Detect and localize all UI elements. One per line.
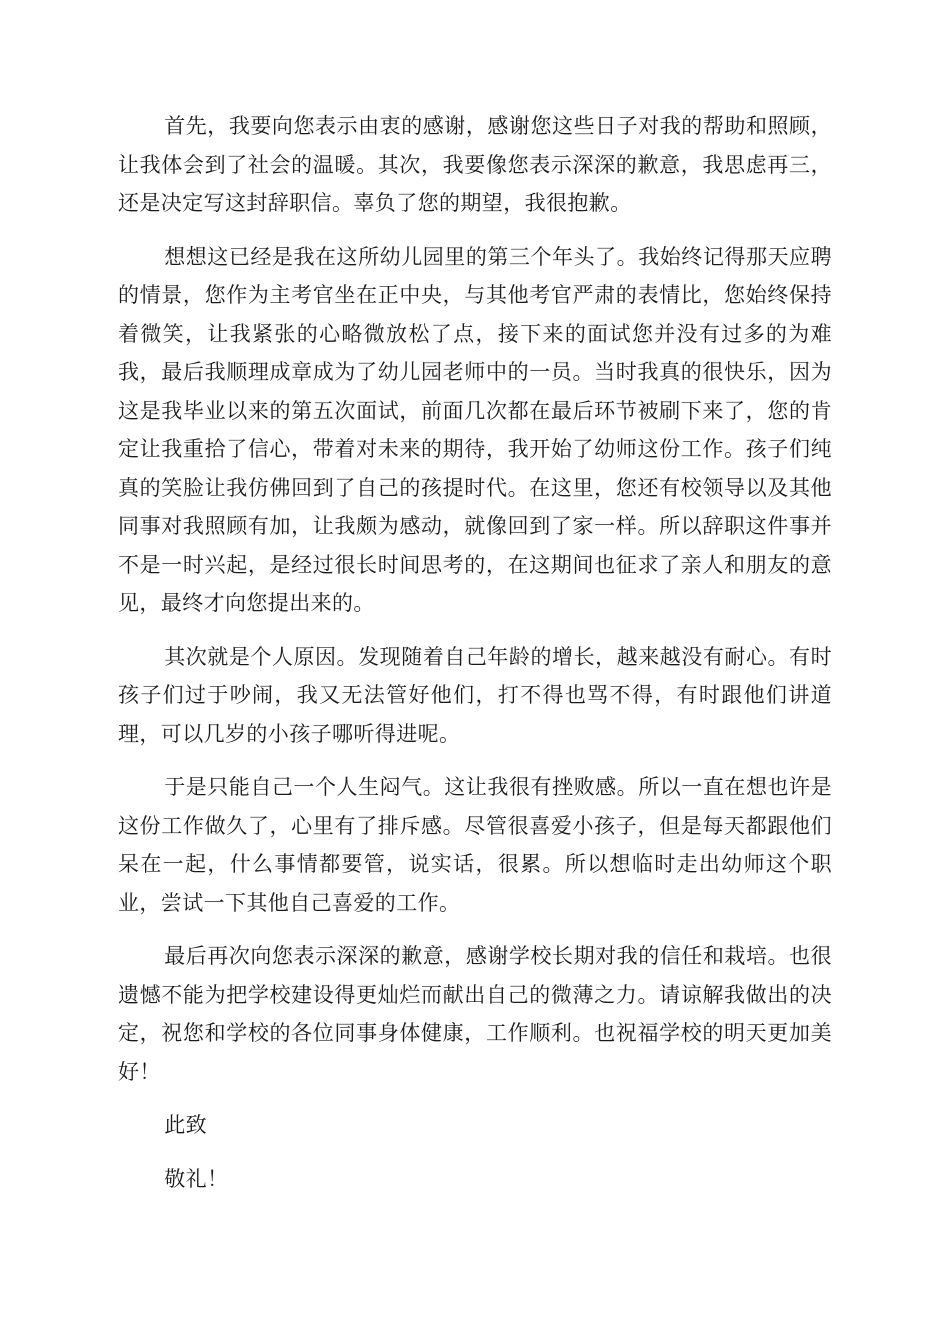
letter-body xyxy=(118,107,832,1213)
paragraph-personal-reason: 其次就是个人原因。发现随着自己年龄的增长，越来越没有耐心。有时孩子们过于吵闹，我又无法管好他们，打不得也骂不得，有时跟他们讲道理，可以几岁的小孩子哪听得进呢。 xyxy=(118,644,832,746)
closing-salutation: 此致 xyxy=(164,1113,207,1137)
paragraph-gratitude: 首先，我要向您表示由衷的感谢，感谢您这些日子对我的帮助和照顾，让我体会到了社会的温暖。其次，我要像您表示深深的歉意，我思虑再三，还是决定写这封辞职信。辜负了您的期望，我很抱歉。 xyxy=(118,114,832,215)
paragraph-experience: 想想这已经是我在这所幼儿园里的第三个年头了。我始终记得那天应聘的情景，您作为主考官坐在正中央，与其他考官严肃的表情比，您始终保持着微笑，让我紧张的心略微放松了点，接下来的面试您并没有过多的为难我，最后我顺理成章成为了幼儿园老师中的一员。当时我真的很快乐，因为这是我毕业以来的第五次面试，前面几次都在最后环节被刷下来了，您的肯定让我重拾了信心，带着对未来的期待，我开始了幼师这份工作。孩子们纯真的笑脸让我仿佛回到了自己的孩提时代。在这里，您还有校领导以及其他同事对我照顾有加，让我颇为感动，就像回到了家一样。所以辞职这件事并不是一时兴起，是经过很长时间思考的，在这期间也征求了亲人和朋友的意见，最终才向您提出来的。 xyxy=(118,244,832,615)
paragraph-apology: 最后再次向您表示深深的歉意，感谢学校长期对我的信任和栽培。也很遗憾不能为把学校建设得更灿烂而献出自己的微薄之力。请谅解我做出的决定，祝您和学校的各位同事身体健康，工作顺利。也祝福学校的明天更加美好！ xyxy=(118,944,832,1084)
closing-regards: 敬礼！ xyxy=(164,1166,229,1191)
paragraph-frustration: 于是只能自己一个人生闷气。这让我很有挫败感。所以一直在想也许是这份工作做久了，心里有了排斥感。尽管很喜爱小孩子，但是每天都跟他们呆在一起，什么事情都要管，说实话，很累。所以想临时走出幼师这个职业，尝试一下其他自己喜爱的工作。 xyxy=(118,775,832,915)
